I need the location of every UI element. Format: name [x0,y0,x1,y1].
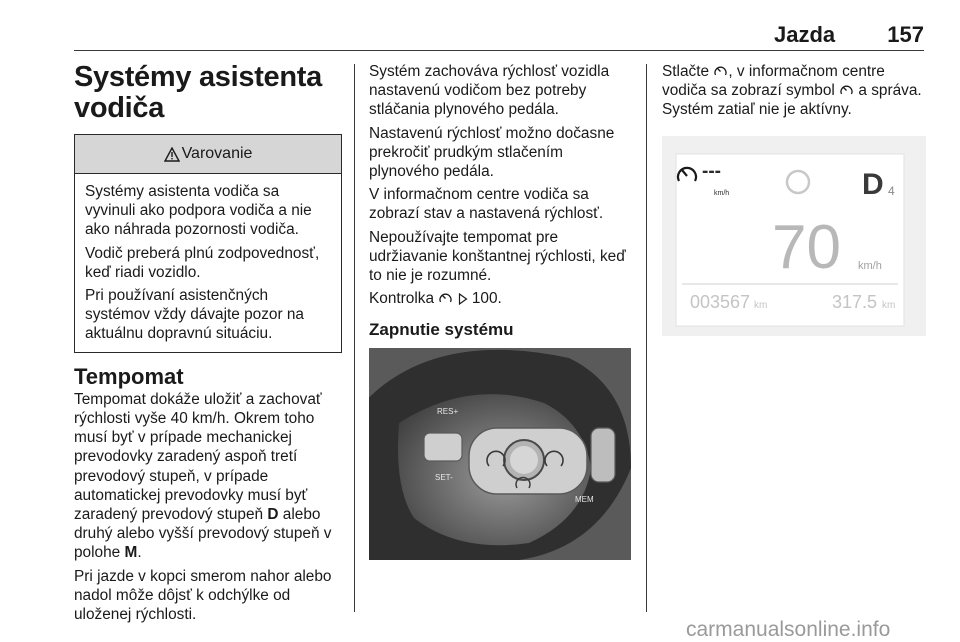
cruise-control-icon [438,291,453,305]
page-title [74,62,342,124]
text-run: Kontrolka [369,290,439,308]
body-paragraph: Nepoužívajte tempomat pre udržiavanie konštantnej rýchlosti, keď to nie je rozumné. [369,228,626,285]
figure-label-res: RES+ [437,406,459,416]
page-title-line1: Systémy asistenta [74,61,322,93]
column-1 [74,62,342,628]
column-divider [354,64,355,612]
instrument-cluster-figure [662,136,926,336]
watermark: carmanualsonline.info [686,618,891,641]
column-divider [646,64,647,612]
cruise-control-icon [713,64,728,78]
sub-heading-zapnutie: Zapnutie systému [369,320,514,340]
warning-paragraph: Pri používaní asistenčných systémov vždy dávajte pozor na aktuálnu dopravnú situáciu. [85,287,304,343]
text-run: . [137,544,142,562]
text-run: alebo druhý alebo vyšší prevodový stupeň v polohe [74,506,332,562]
warning-paragraph: Vodič preberá plnú zodpovednosť, keď riadi vozidlo. [85,244,320,281]
body-paragraph: V informačnom centre vodiča sa zobrazí stav a nastavená rýchlosť. [369,186,604,223]
text-run: , v informačnom centre vodiča sa zobrazí symbol [662,63,885,100]
cluster-odometer-unit: km [754,299,768,311]
body-paragraph: Nastavenú rýchlosť možno dočasne prekročiť prudkým stlačením plynového pedála. [369,124,615,181]
cluster-unit-small: km/h [714,189,730,197]
text-run: a správa. Systém zatiaľ nie je aktívny. [662,82,922,119]
steering-wheel-controls-figure [369,348,631,560]
warning-label: Varovanie [181,145,253,163]
body-paragraph: Pri jazde v kopci smerom nahor alebo nadol môže dôjsť k odchýlke od uloženej rýchlosti. [74,567,332,624]
body-paragraph [74,390,342,563]
gear-d-bold: D [267,506,279,524]
text-run: Tempomat dokáže uložiť a zachovať rýchlosti vyše 40 km/h. Okrem toho musí byť v prípade mechanickej prevodovky zaradený aspoň tretí prevodový stupeň, v prípade automatickej prevodovky musí byť zaradený prevodový stupeň [74,390,322,524]
warning-header [75,135,341,174]
page-reference-arrow-icon [458,293,468,305]
cluster-trip: 317.5 [832,291,878,312]
column-3 [662,62,926,341]
body-paragraph [369,289,631,308]
header-section-title: Jazda [774,22,836,47]
cluster-gear: D [862,167,884,201]
warning-paragraph: Systémy asistenta vodiča sa vyvinuli ako podpora vodiča a nie ako náhrada pozornosti vodiča. [85,183,312,239]
cluster-dashes: --- [702,160,721,182]
cluster-trip-unit: km [882,299,896,311]
text-run: Stlačte [662,63,714,80]
section-heading-tempomat: Tempomat [74,363,184,389]
body-paragraph [662,62,926,120]
page-number: 157 [887,22,924,47]
cluster-speed: 70 [772,212,841,282]
figure-label-mem: MEM [575,494,594,504]
warning-box [74,134,342,353]
column-2 [369,62,631,565]
page-title-line2: vodiča [74,92,165,124]
page-reference: 100. [471,290,502,308]
gear-m-bold: M [124,544,138,562]
warning-body [75,174,341,352]
body-paragraph: Systém zachováva rýchlosť vozidla nastavenú vodičom bez potreby stláčania plynového pedála. [369,63,610,119]
cluster-gear-sub: 4 [888,183,895,198]
warning-triangle-icon [164,147,180,162]
header-rule [74,50,924,51]
cluster-odometer: 003567 [690,291,751,312]
cruise-control-icon [839,83,854,97]
figure-label-set: SET- [435,472,453,482]
cluster-speed-unit: km/h [858,259,882,272]
